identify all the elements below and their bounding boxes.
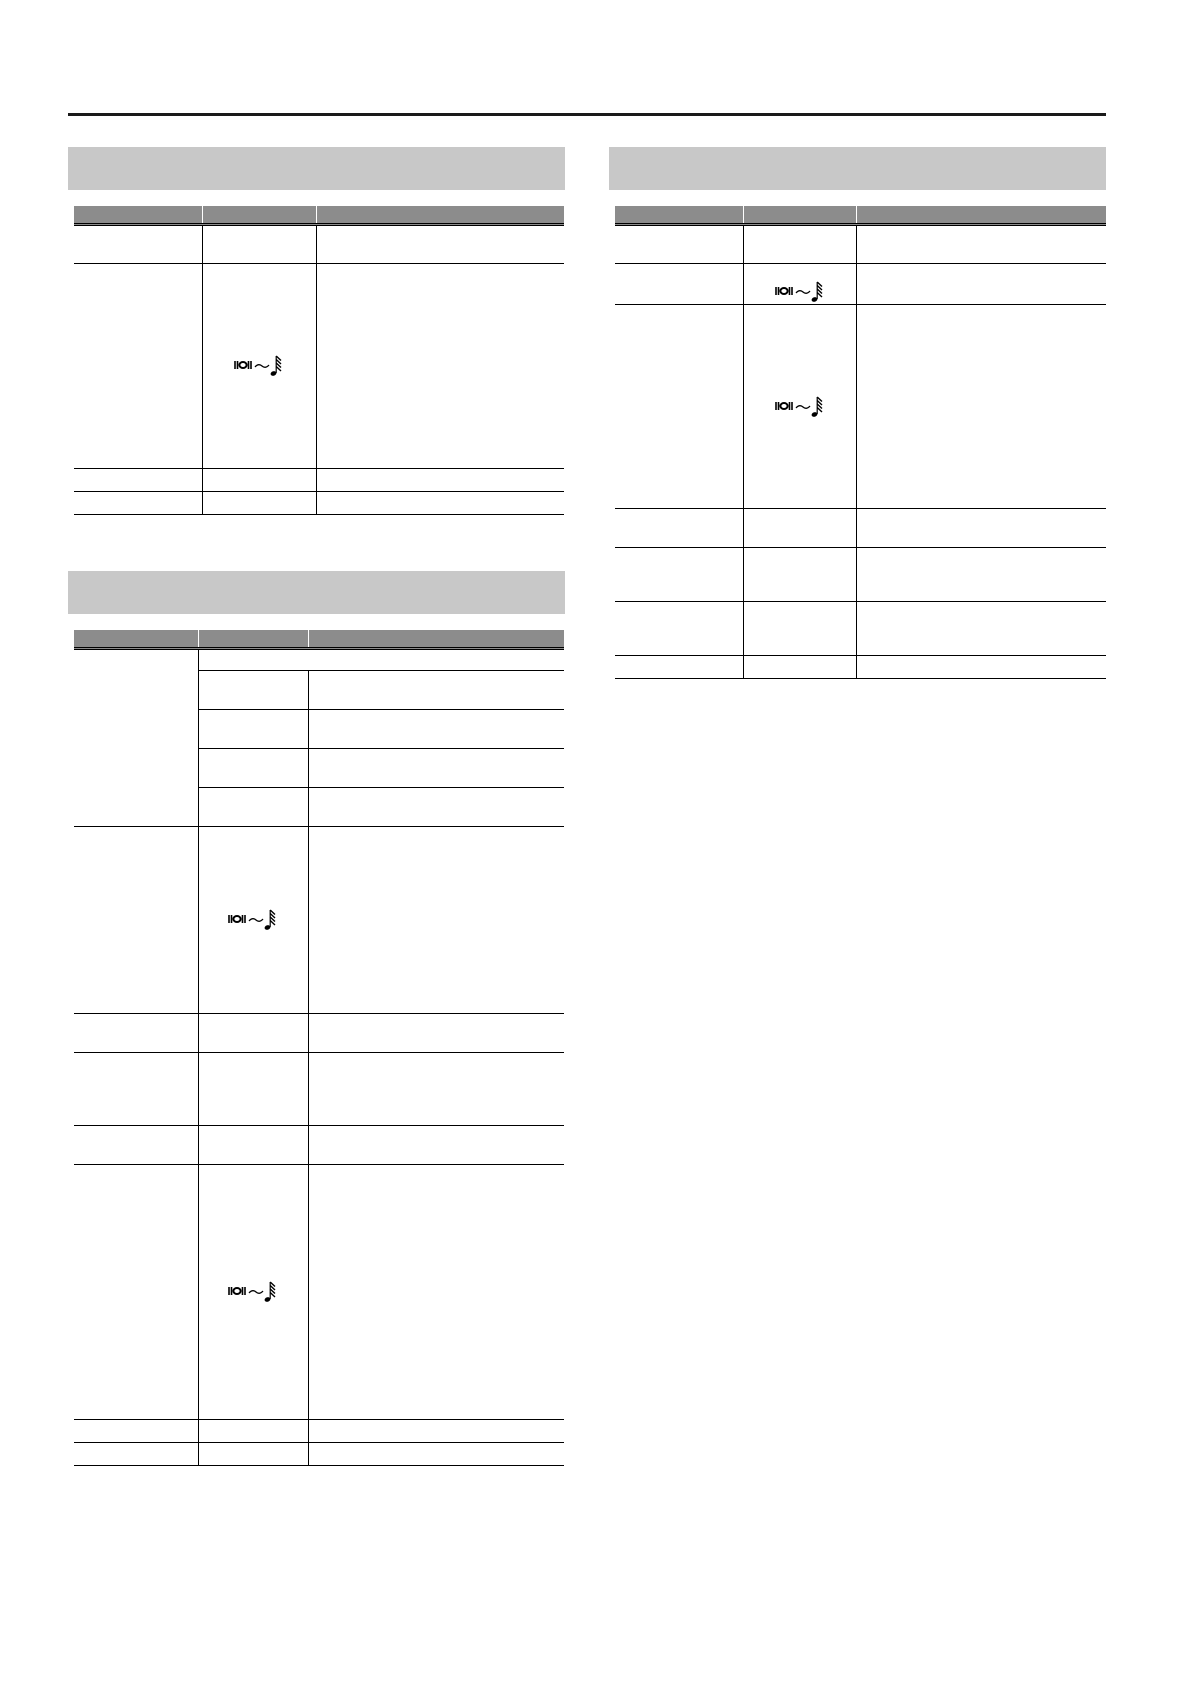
table-row: [74, 649, 564, 671]
table-row: [615, 264, 1106, 305]
section-a-title-banner: [68, 147, 565, 190]
header-cell: [74, 630, 198, 649]
table-row: [615, 225, 1106, 264]
table-row: [74, 1165, 564, 1420]
note-range-icon: [774, 280, 826, 304]
table-header-row: [74, 630, 564, 649]
header-cell: [856, 206, 1106, 225]
header-cell: [74, 206, 202, 225]
table-row: [615, 602, 1106, 656]
header-cell: [615, 206, 743, 225]
note-range-icon: [233, 354, 285, 378]
section-c-parameter-table: [615, 206, 1106, 679]
header-cell: [202, 206, 316, 225]
note-range-icon: [774, 395, 826, 419]
table-row: [74, 1014, 564, 1053]
section-b-title-banner: [68, 571, 565, 614]
section-b-parameter-table: [74, 630, 564, 1466]
table-row: [615, 548, 1106, 602]
header-cell: [743, 206, 856, 225]
table-row: [74, 1420, 564, 1443]
table-row: [74, 264, 564, 469]
table-row: [74, 469, 564, 492]
table-row: [615, 656, 1106, 679]
note-range-icon: [227, 1280, 279, 1304]
table-row: [74, 225, 564, 264]
table-row: [74, 1443, 564, 1466]
table-row: [74, 827, 564, 1014]
table-row: [74, 492, 564, 515]
note-range-icon: [227, 908, 279, 932]
table-row: [615, 509, 1106, 548]
table-row: [74, 1053, 564, 1126]
table-header-row: [74, 206, 564, 225]
table-row: [74, 1126, 564, 1165]
header-cell: [308, 630, 564, 649]
header-cell: [198, 630, 308, 649]
section-a-parameter-table: [74, 206, 564, 515]
table-header-row: [615, 206, 1106, 225]
section-c-title-banner: [609, 147, 1106, 190]
page-header-rule: [68, 113, 1106, 116]
header-cell: [316, 206, 564, 225]
table-row: [615, 305, 1106, 509]
